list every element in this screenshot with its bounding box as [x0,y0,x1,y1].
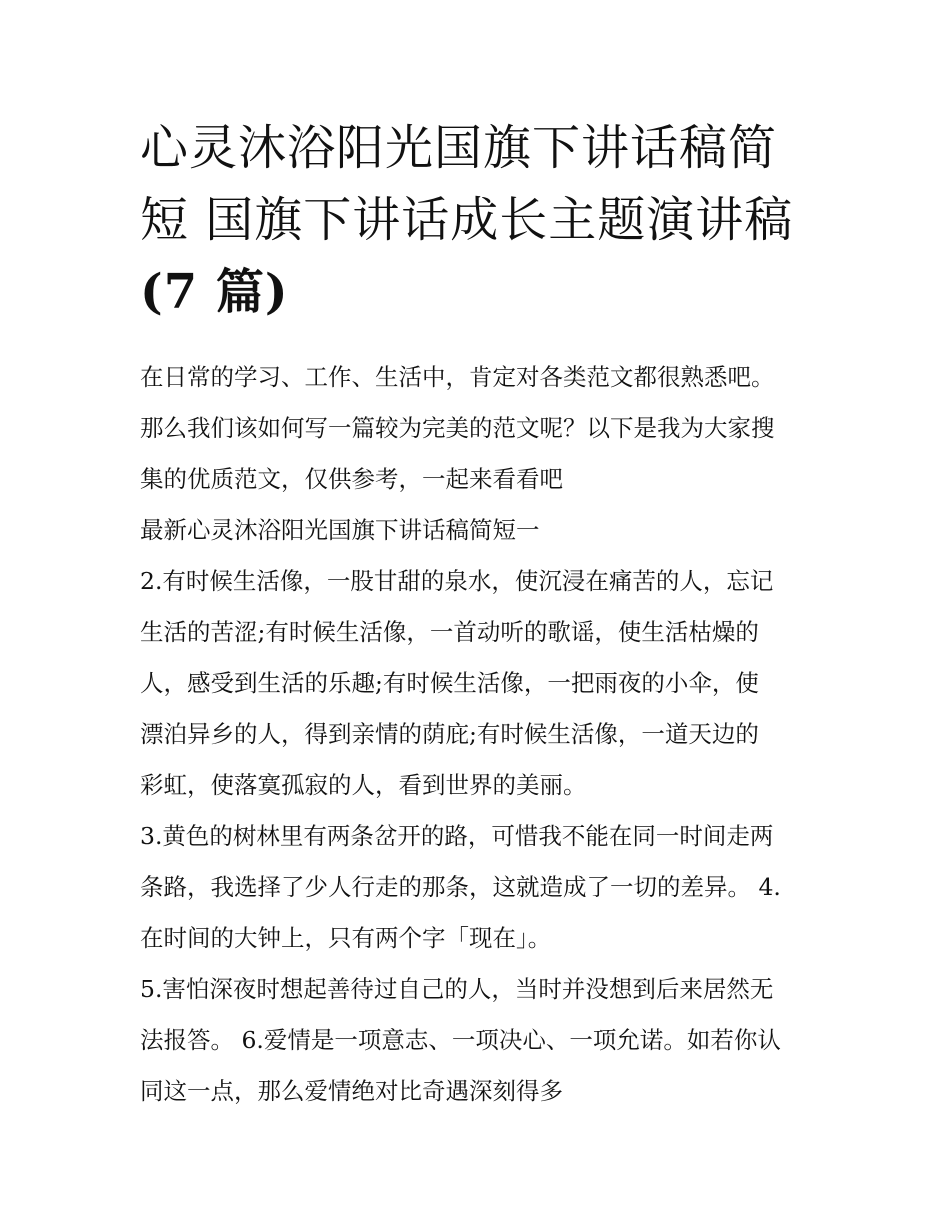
text-line: 条路，我选择了少人行走的那条，这就造成了一切的差异。 4. [140,873,781,901]
text-line: 法报答。 6.爱情是一项意志、一项决心、一项允诺。如若你认 [140,1026,781,1054]
text-line: 生活的苦涩;有时候生活像，一首动听的歌谣，使生活枯燥的 [140,618,759,646]
paragraph-3 [140,811,830,964]
section-heading [140,505,830,556]
text-line: 那么我们该如何写一篇较为完美的范文呢？以下是我为大家搜 [140,414,775,442]
intro-paragraph [140,352,830,505]
text-line: 在时间的大钟上，只有两个字「现在」。 [140,924,552,952]
title-count: (7 篇) [140,264,289,320]
text-line: 2.有时候生活像，一股甘甜的泉水，使沉浸在痛苦的人，忘记 [140,567,774,595]
text-line: 同这一点，那么爱情绝对比奇遇深刻得多 [140,1077,563,1105]
text-line: 漂泊异乡的人，得到亲情的荫庇;有时候生活像，一道天边的 [140,720,759,748]
text-line: 人，感受到生活的乐趣;有时候生活像，一把雨夜的小伞，使 [140,669,759,697]
text-line: 5.害怕深夜时想起善待过自己的人，当时并没想到后来居然无 [140,975,774,1003]
text-line: 在日常的学习、工作、生活中，肯定对各类范文都很熟悉吧。 [140,363,775,391]
text-line: 3.黄色的树林里有两条岔开的路，可惜我不能在同一时间走两 [140,822,774,850]
title-line: 短 国旗下讲话成长主题演讲稿 [140,192,794,248]
text-line: 最新心灵沐浴阳光国旗下讲话稿简短一 [140,516,540,544]
paragraph-5 [140,964,830,1117]
document-body [140,352,830,1117]
text-line: 彩虹，使落寞孤寂的人，看到世界的美丽。 [140,771,587,799]
document-title [140,112,830,328]
text-line: 集的优质范文，仅供参考，一起来看看吧 [140,465,563,493]
paragraph-2 [140,556,830,811]
title-line: 心灵沐浴阳光国旗下讲话稿简 [140,120,778,176]
